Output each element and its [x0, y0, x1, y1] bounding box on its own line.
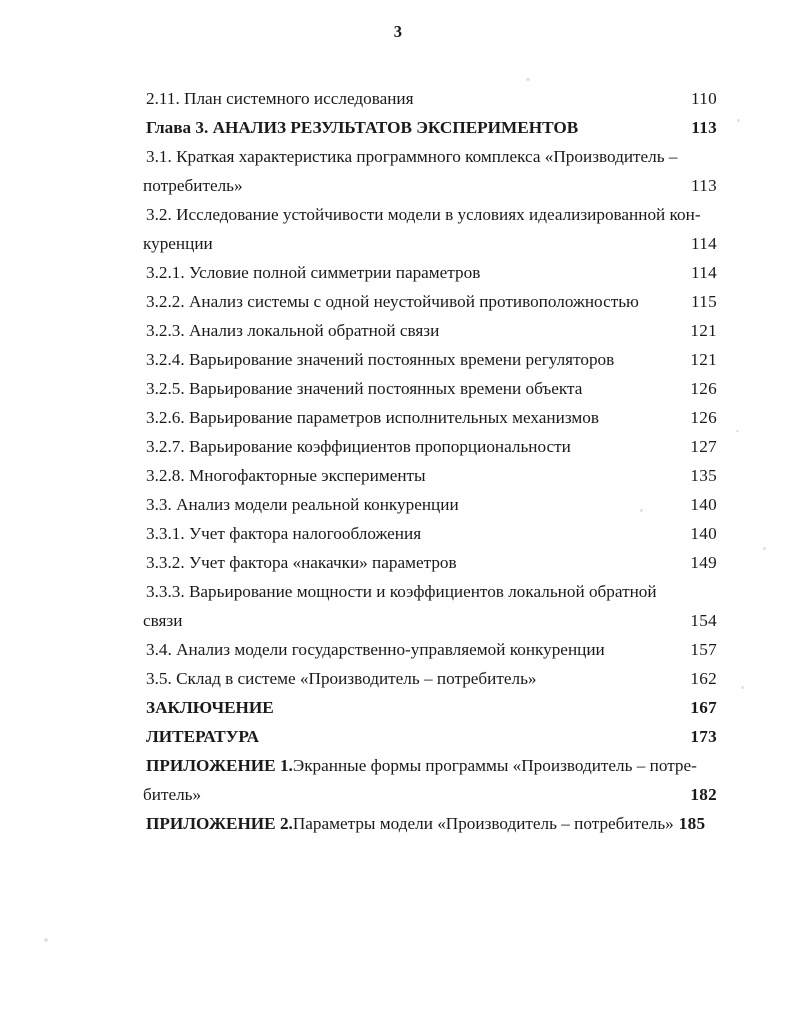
toc-entry-label: 3.3.1. Учет фактора налогообложения	[146, 524, 422, 543]
toc-entry[interactable]	[143, 809, 717, 838]
toc-entry-page-number: 113	[691, 118, 717, 137]
toc-entry-label: 3.2.3. Анализ локальной обратной связи	[146, 321, 440, 340]
toc-entry-label: 3.2. Исследование устойчивости модели в условиях идеализированной кон-	[146, 205, 701, 224]
toc-entry-page-number: 185	[678, 814, 706, 833]
page-folio-number: 3	[393, 22, 403, 41]
toc-entry[interactable]	[143, 519, 717, 548]
toc-entry-label: 3.2.2. Анализ системы с одной неустойчивой противоположностью	[146, 292, 639, 311]
toc-entry-page-number: 135	[690, 466, 717, 485]
toc-entry-label: 3.2.4. Варьирование значений постоянных времени регуляторов	[146, 350, 615, 369]
scan-speck	[526, 78, 530, 81]
toc-entry[interactable]	[143, 722, 717, 751]
toc-entry-label: 3.3.2. Учет фактора «накачки» параметров	[146, 553, 457, 572]
toc-entry-label: битель»	[143, 785, 202, 804]
toc-entry[interactable]	[143, 374, 717, 403]
table-of-contents	[143, 84, 717, 838]
toc-entry[interactable]	[143, 461, 717, 490]
toc-entry-page-number: 157	[690, 640, 717, 659]
toc-entry-label: ЛИТЕРАТУРА	[146, 727, 260, 746]
toc-entry-page-number: 162	[690, 669, 717, 688]
toc-entry[interactable]	[143, 113, 717, 142]
toc-entry-label: 2.11. План системного исследования	[146, 89, 414, 108]
toc-entry[interactable]	[143, 84, 717, 113]
toc-entry-label: 3.3. Анализ модели реальной конкуренции	[146, 495, 459, 514]
scan-speck	[44, 938, 48, 942]
toc-entry[interactable]	[143, 287, 717, 316]
toc-entry-page-number: 182	[690, 785, 717, 804]
toc-entry-label: связи	[143, 611, 183, 630]
toc-entry[interactable]	[143, 345, 717, 374]
toc-entry-label: 3.3.3. Варьирование мощности и коэффициентов локальной обратной	[146, 582, 657, 601]
toc-entry-page-number: 121	[690, 321, 717, 340]
toc-entry-label: 3.5. Склад в системе «Производитель – потребитель»	[146, 669, 537, 688]
scan-speck	[741, 686, 744, 689]
toc-entry-page-number: 126	[690, 408, 717, 427]
toc-entry-page-number: 149	[690, 553, 717, 572]
toc-entry[interactable]	[143, 316, 717, 345]
toc-entry-label: 3.4. Анализ модели государственно-управляемой конкуренции	[146, 640, 605, 659]
toc-entry[interactable]	[143, 780, 717, 809]
toc-entry[interactable]	[143, 403, 717, 432]
toc-entry-label: 3.2.8. Многофакторные эксперименты	[146, 466, 426, 485]
toc-entry[interactable]	[143, 258, 717, 287]
toc-entry[interactable]	[143, 577, 717, 606]
toc-entry-page-number: 121	[690, 350, 717, 369]
toc-entry[interactable]	[143, 171, 717, 200]
toc-entry-label: ЗАКЛЮЧЕНИЕ	[146, 698, 274, 717]
toc-entry-label: 3.2.6. Варьирование параметров исполнительных механизмов	[146, 408, 599, 427]
scan-speck	[763, 547, 766, 550]
toc-entry-label: потребитель»	[143, 176, 243, 195]
toc-entry[interactable]	[143, 606, 717, 635]
toc-entry-label: Экранные формы программы «Производитель – потре-	[292, 756, 697, 775]
toc-entry-page-number: 173	[690, 727, 717, 746]
toc-entry[interactable]	[143, 200, 717, 229]
toc-entry[interactable]	[143, 229, 717, 258]
toc-entry-page-number: 127	[690, 437, 717, 456]
toc-entry[interactable]	[143, 490, 717, 519]
toc-entry[interactable]	[143, 635, 717, 664]
scan-speck	[737, 119, 740, 122]
toc-entry[interactable]	[143, 548, 717, 577]
toc-entry-page-number: 115	[690, 292, 717, 311]
toc-entry[interactable]	[143, 432, 717, 461]
toc-entry-lead: ПРИЛОЖЕНИЕ 2.	[146, 814, 293, 833]
toc-entry-label: Параметры модели «Производитель – потребитель»	[292, 814, 674, 833]
toc-entry-label: Глава 3. АНАЛИЗ РЕЗУЛЬТАТОВ ЭКСПЕРИМЕНТОВ	[146, 118, 579, 137]
toc-entry-label: куренции	[143, 234, 213, 253]
toc-entry-page-number: 114	[690, 263, 717, 282]
toc-entry-lead: ПРИЛОЖЕНИЕ 1.	[146, 756, 293, 775]
toc-entry-page-number: 140	[690, 524, 717, 543]
toc-entry-label: 3.2.5. Варьирование значений постоянных времени объекта	[146, 379, 583, 398]
toc-entry-page-number: 126	[690, 379, 717, 398]
scan-speck	[640, 509, 643, 512]
toc-entry-page-number: 113	[690, 176, 717, 195]
toc-entry-page-number: 140	[690, 495, 717, 514]
toc-entry-label: 3.1. Краткая характеристика программного комплекса «Производитель –	[146, 147, 678, 166]
toc-entry-page-number: 114	[690, 234, 717, 253]
scan-speck	[736, 430, 739, 432]
toc-entry-label: 3.2.7. Варьирование коэффициентов пропорциональности	[146, 437, 571, 456]
toc-entry-page-number: 167	[690, 698, 717, 717]
toc-entry[interactable]	[143, 664, 717, 693]
toc-entry[interactable]	[143, 693, 717, 722]
toc-entry-page-number: 154	[690, 611, 717, 630]
toc-entry-page-number: 110	[690, 89, 717, 108]
toc-entry[interactable]	[143, 751, 717, 780]
toc-entry[interactable]	[143, 142, 717, 171]
toc-entry-label: 3.2.1. Условие полной симметрии параметров	[146, 263, 481, 282]
